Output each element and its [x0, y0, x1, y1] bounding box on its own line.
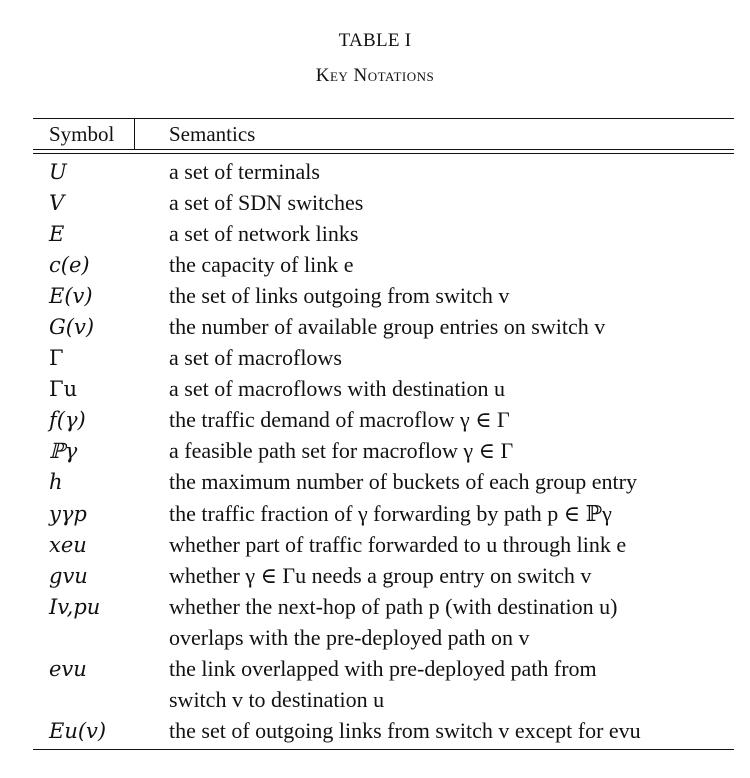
table-row: [33, 529, 734, 560]
table-row: [33, 218, 734, 249]
table-header-row: [33, 119, 734, 149]
table-row: [33, 622, 734, 653]
semantics-cell: whether part of traffic forwarded to u through link e: [169, 531, 627, 557]
table-row: [33, 716, 734, 747]
symbol-cell: U: [49, 159, 67, 184]
header-double-rule-2: [33, 153, 734, 154]
semantics-cell: switch v to destination u: [169, 687, 385, 713]
table-row: [33, 560, 734, 591]
semantics-cell: a feasible path set for macroflow γ ∈ Γ: [169, 438, 514, 464]
symbol-cell: ℙγ: [49, 439, 78, 464]
table-row: [33, 311, 734, 342]
semantics-cell: the set of outgoing links from switch v except for evu: [169, 718, 641, 744]
table-row: [33, 343, 734, 374]
header-semantics: Semantics: [169, 122, 256, 146]
symbol-cell: yγp: [49, 501, 87, 526]
table-row: [33, 405, 734, 436]
symbol-cell: G(v): [49, 315, 95, 340]
semantics-cell: the capacity of link e: [169, 251, 354, 277]
semantics-cell: the set of links outgoing from switch v: [169, 282, 510, 308]
table-row: [33, 436, 734, 467]
semantics-cell: whether γ ∈ Γu needs a group entry on switch v: [169, 562, 592, 588]
table-caption-title: Key Notations: [315, 65, 435, 86]
notation-table: [33, 118, 734, 750]
semantics-cell: a set of network links: [169, 220, 359, 246]
table-row: [33, 187, 734, 218]
symbol-cell: h: [49, 470, 63, 495]
semantics-cell: a set of SDN switches: [169, 189, 364, 215]
semantics-cell: whether the next-hop of path p (with destination u): [169, 593, 618, 619]
symbol-cell: E: [49, 221, 65, 246]
symbol-cell: E(v): [49, 283, 93, 308]
semantics-cell: a set of macroflows: [169, 345, 342, 371]
header-double-rule-1: [33, 149, 734, 150]
symbol-cell: f(γ): [49, 408, 86, 433]
semantics-cell: the number of available group entries on switch v: [169, 314, 606, 340]
semantics-cell: a set of terminals: [169, 158, 320, 184]
table-row: [33, 467, 734, 498]
symbol-cell: Γ: [49, 346, 64, 371]
semantics-cell: the maximum number of buckets of each group entry: [169, 469, 637, 495]
semantics-cell: the traffic fraction of γ forwarding by path p ∈ ℙγ: [169, 500, 612, 526]
symbol-cell: Γu: [49, 377, 78, 402]
table-row: [33, 685, 734, 716]
symbol-cell: Iv,pu: [49, 594, 101, 619]
semantics-cell: a set of macroflows with destination u: [169, 376, 506, 402]
table-row: [33, 654, 734, 685]
table-row: [33, 591, 734, 622]
table-row: [33, 249, 734, 280]
table-row: [33, 374, 734, 405]
semantics-cell: the traffic demand of macroflow γ ∈ Γ: [169, 407, 510, 433]
table-caption-number: TABLE I: [338, 30, 412, 51]
symbol-cell: V: [49, 190, 65, 215]
table-body: [33, 156, 734, 747]
symbol-cell: gvu: [49, 563, 88, 588]
header-symbol: Symbol: [33, 119, 135, 149]
symbol-cell: Eu(v): [49, 719, 107, 744]
semantics-cell: the link overlapped with pre-deployed path from: [169, 656, 597, 682]
semantics-cell: overlaps with the pre-deployed path on v: [169, 624, 530, 650]
symbol-cell: c(e): [49, 252, 90, 277]
symbol-cell: evu: [49, 657, 87, 682]
table-bottom-rule: [33, 749, 734, 750]
table-row: [33, 498, 734, 529]
table-row: [33, 280, 734, 311]
symbol-cell: xeu: [49, 532, 87, 557]
table-row: [33, 156, 734, 187]
